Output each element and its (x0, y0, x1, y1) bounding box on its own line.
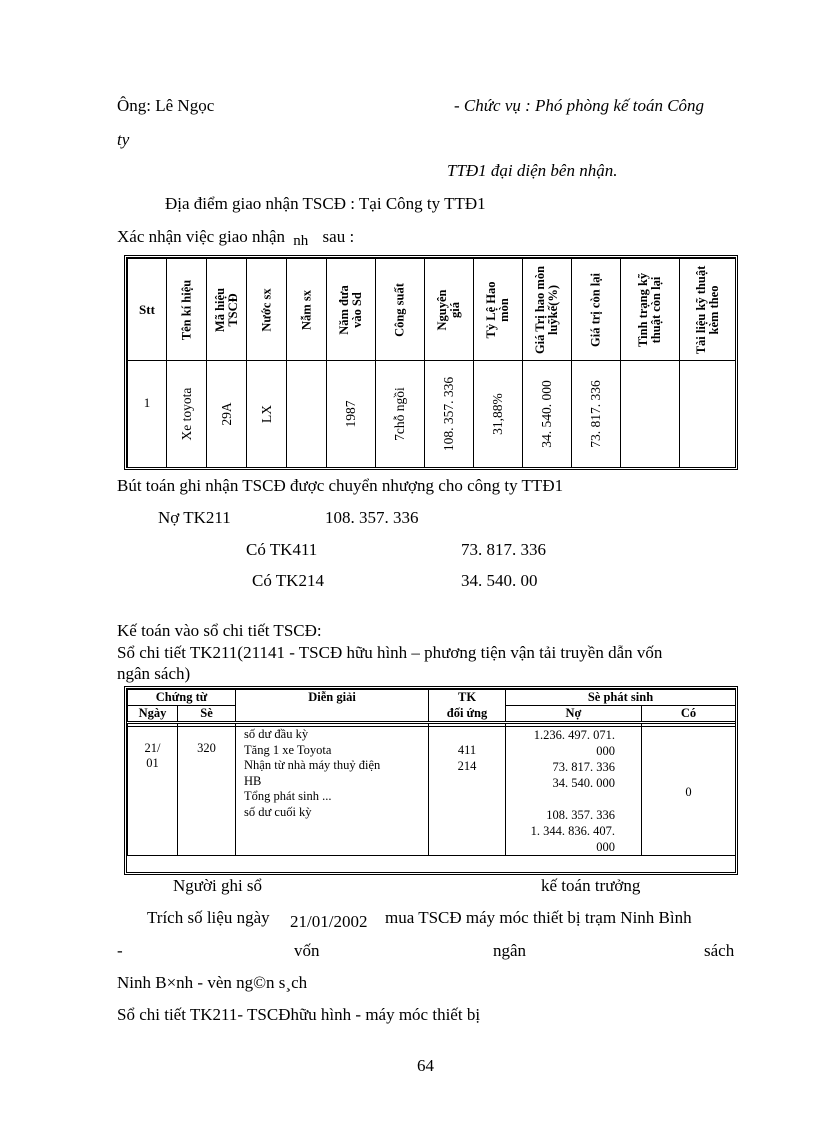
header-ty-le-hao-mon: Tỷ Lệ Hao mòn (474, 259, 523, 361)
ledger-h-tk: TK (429, 690, 506, 706)
header-nam-dua-vao-sd: Năm đưa vào Sd (327, 259, 376, 361)
cell-nam-dua-vao-sd: 1987 (327, 361, 376, 468)
ledger-ngay: 21/ 01 (128, 727, 178, 856)
cell-nguyen-gia: 108. 357. 336 (425, 361, 474, 468)
ledger-h-so: Sè (178, 706, 236, 723)
cell-ten-ki-hieu: Xe toyota (167, 361, 207, 468)
cell-ma-hieu: 29A (207, 361, 247, 468)
header-tai-lieu: Tài liệu kỹ thuật kèm theo (680, 259, 736, 361)
confirm-line (117, 227, 354, 247)
entry-amount-3: 34. 540. 00 (461, 571, 538, 590)
header-nuoc-sx: Nước sx (247, 259, 287, 361)
asset-table (124, 255, 738, 470)
header-gia-tri-hao-mon: Giá Trị hao mòn luỹkế(%) (523, 259, 572, 361)
ledger-tk: 411 214 (429, 727, 506, 856)
ledger-header-row-1 (128, 690, 736, 706)
ledger-h-no: Nợ (506, 706, 642, 723)
page-number: 64 (417, 1056, 434, 1075)
para-1b: mua TSCĐ máy móc thiết bị trạm Ninh Bình (385, 908, 692, 927)
ledger-diengiai: số dư đầu kỳ Tăng 1 xe Toyota Nhận từ nhà máy thuỷ điện HB Tổng phát sinh ... số dư cuối kỳ (236, 727, 429, 856)
ledger-co: 0 (642, 727, 736, 856)
ledger-intro: Kế toán vào sổ chi tiết TSCĐ: (117, 621, 322, 640)
signer-position-cont: ty (117, 130, 130, 149)
representative-line: TTĐ1 đại diện bên nhận. (447, 161, 618, 180)
cell-tai-lieu (680, 361, 736, 468)
ledger-table (124, 686, 738, 875)
sign-right: kế toán trưởng (541, 876, 641, 895)
entry-title: Bút toán ghi nhận TSCĐ được chuyển nhượng cho công ty TTĐ1 (117, 476, 564, 495)
para-1-date: 21/01/2002 (290, 912, 368, 931)
ledger-data-row (128, 727, 736, 856)
header-cong-suat: Công suất (376, 259, 425, 361)
ledger-h-sophatsinh: Sè phát sinh (506, 690, 736, 706)
cell-gia-tri-hao-mon: 34. 540. 000 (523, 361, 572, 468)
entry-account-2: Có TK411 (246, 540, 318, 559)
header-tinh-trang: Tình trạng kỹ thuật còn lại (621, 259, 680, 361)
signer-position: - Chức vụ : Phó phòng kế toán Công (454, 96, 705, 115)
para-2-von: vốn (294, 941, 320, 960)
ledger-no: 1.236. 497. 071. 000 73. 817. 336 34. 540. 000 108. 357. 336 1. 344. 836. 407. 000 (506, 727, 642, 856)
ledger-so: 320 (178, 727, 236, 856)
entry-amount-1: 108. 357. 336 (325, 508, 419, 527)
header-ma-hieu: Mã hiệu TSCĐ (207, 259, 247, 361)
header-stt: Stt (128, 259, 167, 361)
para-1a: Trích số liệu ngày (147, 908, 270, 927)
signer-name: Ông: Lê Ngọc (117, 96, 215, 115)
para-2-sach: sách (704, 941, 735, 960)
asset-table-header (128, 259, 736, 361)
cell-ty-le: 31,88% (474, 361, 523, 468)
cell-nuoc-sx: LX (247, 361, 287, 468)
para-2-dash: - (117, 941, 123, 960)
cell-tinh-trang (621, 361, 680, 468)
header-nam-sx: Nẫm sx (287, 259, 327, 361)
ledger-title-1: Sổ chi tiết TK211(21141 - TSCĐ hữu hình – phương tiện vận tải truyền dẫn vốn (117, 643, 663, 662)
header-ten-ki-hieu: Tên kí hiệu (167, 259, 207, 361)
ledger-header-row-2 (128, 706, 736, 723)
ledger-h-co: Có (642, 706, 736, 723)
header-nguyen-gia: Nguyên giá (425, 259, 474, 361)
confirm-line-c: sau : (322, 227, 355, 246)
cell-nam-sx (287, 361, 327, 468)
entry-amount-2: 73. 817. 336 (461, 540, 546, 559)
cell-cong-suat: 7chỗ ngồi (376, 361, 425, 468)
para-2-ngan: ngân (493, 941, 527, 960)
sign-left: Người ghi sổ (173, 876, 263, 895)
confirm-line-a: Xác nhận việc giao nhận (117, 227, 286, 246)
asset-table-row (128, 361, 736, 468)
entry-account-1: Nợ TK211 (158, 508, 231, 527)
ledger-h-chungtu: Chứng từ (128, 690, 236, 706)
para-3: Ninh B×nh - vèn ng©n s¸ch (117, 973, 308, 992)
ledger-h-diengiai: Diễn giải (236, 690, 429, 723)
confirm-line-b: nh (293, 233, 309, 249)
ledger-h-ngay: Ngày (128, 706, 178, 723)
cell-stt: 1 (128, 361, 167, 468)
header-gia-tri-con-lai: Giá trị còn lại (572, 259, 621, 361)
ledger-h-doiung: đối ứng (429, 706, 506, 723)
entry-account-3: Có TK214 (252, 571, 324, 590)
para-4: Sổ chi tiết TK211- TSCĐhữu hình - máy móc thiết bị (117, 1005, 481, 1024)
location-line: Địa điểm giao nhận TSCĐ : Tại Công ty TTĐ1 (165, 194, 486, 213)
cell-gia-tri-con-lai: 73. 817. 336 (572, 361, 621, 468)
ledger-title-2: ngân sách) (117, 664, 191, 683)
